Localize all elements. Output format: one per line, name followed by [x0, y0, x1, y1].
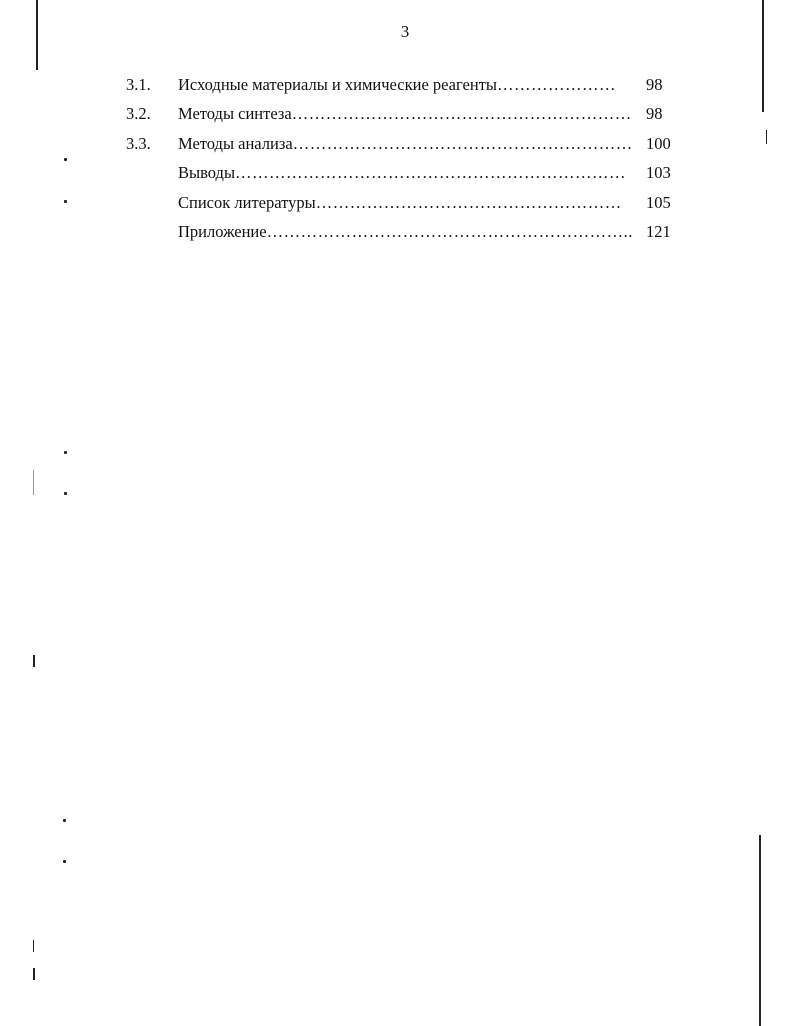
toc-entry-title-text: Список литературы — [178, 192, 316, 212]
toc-entry-title — [178, 99, 638, 128]
toc-entry — [126, 99, 686, 128]
toc-entry-page: 103 — [646, 163, 671, 183]
scan-edge-mark-left-bottom — [33, 968, 35, 980]
toc-entry-title-text: Методы анализа — [178, 133, 293, 153]
toc-entry-number: 3.3. — [126, 133, 151, 153]
toc-entry-page: 100 — [646, 133, 671, 153]
scan-dot — [63, 819, 66, 822]
scan-edge-line-left-mid — [33, 470, 34, 495]
toc-entry-title — [178, 70, 638, 99]
toc-entry — [126, 217, 686, 246]
scan-dot — [64, 492, 67, 495]
scan-dot — [63, 860, 66, 863]
scan-dot — [64, 451, 67, 454]
toc-leader-dots: ……………………………………………… — [315, 192, 622, 212]
toc-entry-title-text: Выводы — [178, 163, 236, 183]
toc-leader-dots: ……………………………………………………….. — [266, 221, 633, 241]
scan-dot — [64, 200, 67, 203]
toc-leader-dots: ………………… — [497, 75, 616, 94]
toc-entry-title — [178, 158, 638, 187]
toc-leader-dots: …………………………………………………………… — [235, 163, 627, 183]
scan-edge-mark-left-low — [33, 940, 34, 952]
toc-entry — [126, 188, 686, 217]
toc-entry-title — [178, 188, 638, 217]
scan-edge-mark-right — [766, 130, 767, 144]
table-of-contents — [126, 70, 686, 246]
toc-entry-title — [178, 129, 638, 158]
scan-edge-mark-left — [33, 655, 35, 667]
toc-entry-title — [178, 217, 638, 246]
toc-entry-page: 98 — [646, 104, 663, 124]
toc-entry — [126, 70, 686, 99]
toc-entry — [126, 129, 686, 158]
toc-leader-dots: …………………………………………………… — [291, 104, 632, 124]
scan-edge-line-top-right — [762, 0, 764, 112]
scan-dot — [64, 158, 67, 161]
toc-entry-title-text: Методы синтеза — [178, 104, 292, 124]
toc-entry-title-text: Исходные материалы и химические реагенты — [178, 75, 497, 94]
toc-entry-page: 105 — [646, 192, 671, 212]
toc-entry-page: 121 — [646, 221, 671, 241]
page-number: 3 — [400, 22, 410, 41]
scan-edge-line-top-left — [36, 0, 38, 70]
toc-leader-dots: …………………………………………………… — [292, 133, 633, 153]
toc-entry-title-text: Приложение — [178, 221, 267, 241]
toc-entry-number: 3.2. — [126, 104, 151, 124]
toc-entry-number: 3.1. — [126, 75, 151, 94]
scan-edge-line-bottom-right — [759, 835, 761, 1026]
toc-entry — [126, 158, 686, 187]
toc-entry-page: 98 — [646, 75, 663, 94]
